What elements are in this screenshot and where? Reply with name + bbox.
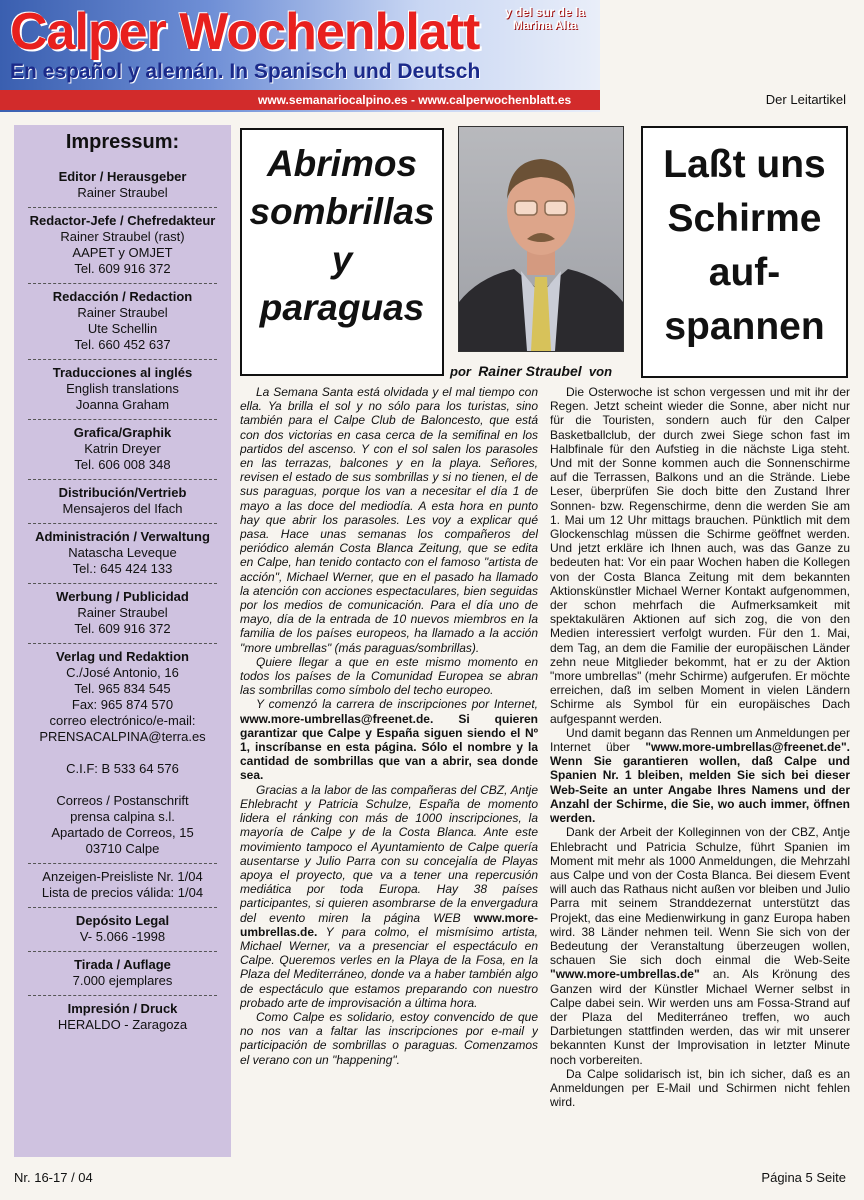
impressum-line: Fax: 965 874 570 <box>71 697 174 712</box>
impressum-section <box>28 208 217 284</box>
impressum-line: Apartado de Correos, 15 <box>51 825 194 840</box>
impressum-heading: Tirada / Auflage <box>74 957 171 972</box>
article-paragraph <box>240 385 538 655</box>
impressum-box <box>14 125 231 1157</box>
impressum-line <box>28 745 217 761</box>
article-text: Und damit begann das Rennen um Anmeldungen per Internet über <box>550 725 850 755</box>
impressum-section <box>28 284 217 360</box>
impressum-heading: Distribución/Vertrieb <box>58 485 187 500</box>
byline-pre: por <box>450 364 471 379</box>
masthead-subtitle: En español y alemán. In Spanisch und Deutsch <box>10 60 481 83</box>
article-paragraph <box>550 385 850 726</box>
impressum-line: HERALDO - Zaragoza <box>57 1017 188 1032</box>
impressum-heading: Depósito Legal <box>75 913 170 928</box>
impressum-section <box>28 644 217 864</box>
impressum-line: Tel. 606 008 348 <box>74 457 171 472</box>
byline-post: von <box>588 364 613 379</box>
impressum-line: Anzeigen-Preisliste Nr. 1/04 <box>42 869 203 884</box>
headline-de-box <box>641 126 848 378</box>
impressum-line: Mensajeros del Ifach <box>62 501 183 516</box>
article-emphasis: "www.more-umbrellas.de" <box>550 967 700 982</box>
impressum-heading: Impresión / Druck <box>67 1001 178 1016</box>
article-paragraph <box>240 783 538 1010</box>
headline-es-line: y <box>331 239 353 280</box>
author-photo <box>458 126 624 352</box>
byline <box>450 363 612 379</box>
impressum-heading: Werbung / Publicidad <box>56 589 189 604</box>
impressum-section <box>28 908 217 952</box>
impressum-line: Tel.: 645 424 133 <box>72 561 173 576</box>
headline-es <box>242 140 442 332</box>
impressum-section <box>28 524 217 584</box>
impressum-line: C./José Antonio, 16 <box>66 665 179 680</box>
article-paragraph <box>550 1067 850 1110</box>
headline-de-line: spannen <box>664 305 825 348</box>
impressum-line: AAPET y OMJET <box>72 245 173 260</box>
headline-es-box <box>240 128 444 376</box>
headline-de <box>643 138 846 354</box>
impressum-section <box>28 360 217 420</box>
impressum-heading: Verlag und Redaktion <box>56 649 189 664</box>
article-paragraph <box>240 1010 538 1067</box>
article-text: Dank der Arbeit der Kolleginnen von der CBZ, Antje Ehlebracht und Patricia Schulze, führt Spanien im Moment mit mehr als 1000 Anmeldungen, die Mehrzahl aus Calpe und von der Costa Blanca. Bei diesem Event will auch das Rathaus nicht außen vor bleiben und Julio Parra mit seinem Stranddezernat unterstützt das Projekt, das eine Medienwirkung in ganz Europa haben wird. 38 Länder nehmen teil. Wenn Sie sich von der Bedeutung der Veranstaltung überzeugen wollen, schauen Sie sich doch einmal die Web-Seite <box>550 825 850 968</box>
impressum-section <box>28 420 217 480</box>
article-text: Quiere llegar a que en este mismo momento en todos los países de la Comunidad Europea se abran las sombrillas como símbolo del techo europeo. <box>240 654 538 698</box>
article-text: Da Calpe solidarisch ist, bin ich sicher, daß es an Anmeldungen per E-Mail und Schirmen nicht fehlen wird. <box>550 1066 850 1110</box>
impressum-line: prensa calpina s.l. <box>70 809 175 824</box>
impressum-section <box>28 584 217 644</box>
impressum-line: Correos / Postanschrift <box>56 793 189 808</box>
impressum-line: Lista de precios válida: 1/04 <box>41 885 204 900</box>
impressum-line: Katrin Dreyer <box>84 441 161 456</box>
impressum-line: Tel. 609 916 372 <box>74 621 171 636</box>
headline-es-line: sombrillas <box>249 191 435 232</box>
impressum-heading: Traducciones al inglés <box>52 365 193 380</box>
impressum-section <box>28 952 217 996</box>
article-text: Y comenzó la carrera de inscripciones por Internet, <box>256 697 538 712</box>
masthead-side-text: y del sur de la Marina Alta <box>504 5 586 32</box>
impressum-heading: Redacción / Redaction <box>52 289 193 304</box>
headline-de-line: auf- <box>708 251 781 294</box>
article-text: Die Osterwoche ist schon vergessen und mit ihr der Regen. Jetzt scheint wieder die Sonne, aber nicht nur für die Touristen, sondern auch für den Calper Basketballclub, der durch zwei Siege schon fast im Halbfinale für den Aufstieg in die nächste Liga steht. Und mit der Sonne kommen auch die Sonnenschirme auf die Terrassen, Balkons und an die Strände. Liebe Leser, überprüfen Sie doch bitte den Zustand Ihrer Sonnen- bzw. Regenschirme, denn die werden Sie am 1. Mai um 12 Uhr mittags brauchen. Pünktlich mit dem Glockenschlag müssen die Schirme geöffnet werden. Und jetzt erkläre ich Ihnen auch, was das Ganze zu bedeuten hat: Vor ein paar Wochen haben die Kollegen von der Costa Blanca Zeitung mit dem bekannten Aktionskünstler Michael Werner Kontakt aufgenommen, der schon mehrfach die Aufmerksamkeit mit spektakulären Aktionen auf sich zog, die von den Medien interessiert verfolgt wurden. Für den 1. Mai, dem Tag, an dem die Familie der europäischen Länder zehn neue Mitglieder bekommt, hat er zu der Aktion "more umbrellas" (mehr Schirme) aufgerufen. Er möchte erreichen, daß im selben Moment in vielen Ländern Schirme als Symbol für ein europäisches Dach aufgespannt werden. <box>550 385 850 726</box>
impressum-section <box>28 480 217 524</box>
impressum-line: Joanna Graham <box>75 397 170 412</box>
impressum-heading: Administración / Verwaltung <box>35 529 210 544</box>
impressum-heading: Grafica/Graphik <box>73 425 172 440</box>
article-emphasis: www.more-umbrellas.de. <box>240 910 538 939</box>
impressum-heading: Redactor-Jefe / Chefredakteur <box>29 213 216 228</box>
article-es-column <box>240 385 538 1175</box>
author-photo-illustration <box>459 127 623 351</box>
impressum-line: Rainer Straubel (rast) <box>60 229 185 244</box>
impressum-line <box>28 777 217 793</box>
impressum-line: Natascha Leveque <box>68 545 177 560</box>
article-text: Y para colmo, el mismísimo artista, Michael Werner, va a presenciar el espectáculo en Calpe. Queremos verles en la Playa de la Fosa, en la Plaza del Mediterráneo, donde va a haber también algo de espectáculo que estamos preparando con nuestro probado arte de improvisación a última hora. <box>240 924 538 1010</box>
impressum-sections <box>14 164 231 1039</box>
article-text: La Semana Santa está olvidada y el mal tiempo con ella. Ya brilla el sol y no sólo para los turistas, sino también para el Calpe Club de Baloncesto, que está con dos victorias en casa cerca de la semifinal en los partidos del ascenso. Y con el sol salen los parasoles en las terrazas, balcones y en la playa. Señores, revisen el estado de sus sombrillas y si no tienen, el de sus paraguas, porque los van a necesitar el día 1 de mayo a las doce del mediodía. A esta hora en punto hay que abrir los parasoles. Les voy a explicar qué pasa. Hace unas semanas los compañeros del periódico alemán Costa Blanca Zeitung, que se edita en Calpe, han tenido contacto con el famoso "artista de acción", Michael Werner, que en el pasado ha llamado la atención con acciones espectaculares, bien seguidas por los medios de comunicación. Para el día uno de mayo, día de la entrada de 10 nuevos miembros en la familia de los países europeos, ha llamado a la acción "more umbrellas" (más paraguas/sombrillas). <box>240 385 538 655</box>
impressum-line: 03710 Calpe <box>85 841 160 856</box>
impressum-line: Rainer Straubel <box>77 185 168 200</box>
article-paragraph <box>240 655 538 698</box>
impressum-line: Tel. 609 916 372 <box>74 261 171 276</box>
impressum-line: 7.000 ejemplares <box>72 973 173 988</box>
impressum-line: English translations <box>66 381 179 396</box>
impressum-line: C.I.F: B 533 64 576 <box>66 761 179 776</box>
impressum-line: Tel. 660 452 637 <box>74 337 171 352</box>
article-text: an. Als Krönung des Ganzen wird der Künstler Michael Werner selbst in Calpe dabei sein. Wir werden uns am Fossa-Strand auf der Plaza del Mediterráneo treffen, wo auch Darbietungen stattfinden werden, das wir mit unserer bekannten Kunst der Improvisation in letzter Minute noch vorbereiten. <box>550 967 850 1067</box>
article-paragraph <box>550 825 850 1066</box>
impressum-line: Tel. 965 834 545 <box>74 681 171 696</box>
impressum-line: correo electrónico/e-mail: <box>49 713 196 728</box>
article-paragraph <box>550 726 850 825</box>
impressum-section <box>28 164 217 208</box>
article-de-column <box>550 385 850 1175</box>
article-text: Como Calpe es solidario, estoy convencido de que no nos van a faltar las inscripciones por e-mail y participación de sombrillas o paraguas. Comenzamos el verano con un "happening". <box>240 1009 538 1067</box>
impressum-section <box>28 996 217 1039</box>
article-emphasis: "www.more-umbrellas@freenet.de". Wenn Sie garantieren wollen, daß Calpe und Spanien Nr. 1 bleiben, melden Sie sich bei dieser Web-Seite an unter Angabe Ihres Namens und der Anzahl der Schirme, die Sie, wo auch immer, öffnen werden. <box>550 740 850 826</box>
headline-de-line: Schirme <box>667 197 822 240</box>
page-number: Página 5 Seite <box>761 1170 846 1185</box>
impressum-line: V- 5.066 -1998 <box>79 929 166 944</box>
masthead-title: Calper Wochenblatt <box>10 3 480 61</box>
headline-es-line: paraguas <box>259 287 425 328</box>
article-paragraph <box>240 697 538 782</box>
article-text: Gracias a la labor de las compañeras del CBZ, Antje Ehlebracht y Patricia Schulze, España de momento lidera el ránking con más de 1000 inscripciones, la mayoría de Calpe y de la Costa Blanca. Ante este movimiento tampoco el Ayuntamiento de Calpe quería ausentarse y Julio Parra con su concejalía de Playas apoya el proyecto, que va a tener una repercusión mediática por toda Europa. Hay 38 países participantes, si quieren asombrarse de la envergadura del evento miren la página WEB <box>240 782 538 925</box>
masthead-urls: www.semanariocalpino.es - www.calperwochenblatt.es <box>258 93 572 107</box>
impressum-line: Ute Schellin <box>87 321 158 336</box>
impressum-line: PRENSACALPINA@terra.es <box>39 729 206 744</box>
impressum-title: Impressum: <box>65 131 180 153</box>
section-kicker: Der Leitartikel <box>765 92 846 107</box>
byline-author: Rainer Straubel <box>478 363 582 379</box>
issue-number: Nr. 16-17 / 04 <box>14 1170 93 1185</box>
masthead <box>0 0 600 112</box>
headline-es-line: Abrimos <box>266 143 418 184</box>
article-emphasis: www.more-umbrellas@freenet.de. Si quieren garantizar que Calpe y España siguen siendo el Nº 1, inscríbanse en esta página. Sólo el nombre y la cantidad de sombrillas que van a abrir, sea donde sea. <box>240 711 538 783</box>
impressum-line: Rainer Straubel <box>77 605 168 620</box>
impressum-line: Rainer Straubel <box>77 305 168 320</box>
headline-de-line: Laßt uns <box>663 143 826 186</box>
impressum-section <box>28 864 217 908</box>
impressum-heading: Editor / Herausgeber <box>58 169 187 184</box>
